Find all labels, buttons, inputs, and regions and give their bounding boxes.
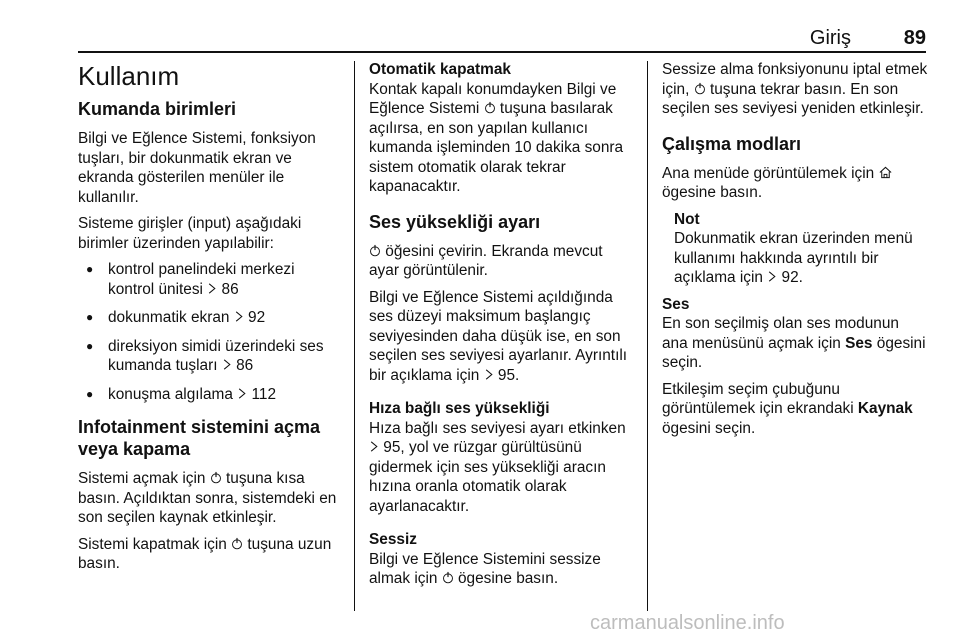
page-reference-icon — [237, 386, 247, 401]
power-icon — [210, 470, 222, 485]
paragraph-volume-startup — [369, 288, 635, 386]
text-span: Sistemi açmak için — [78, 470, 206, 487]
heading-on-off: Infotainment sistemini açma veya kapama — [78, 417, 321, 459]
text-span: Sessize alma fonksiyonunu iptal etmek için, — [662, 61, 928, 98]
text-span: öğesini çevirin. Ekranda mevcut ayar görüntülenir. — [369, 242, 603, 279]
page-reference-icon — [222, 357, 232, 372]
text-span: tuşuna kısa basın. Açıldıktan sonra, sistemdeki en son seçilen kaynak etkinleşir. — [78, 470, 337, 526]
paragraph-inputs: Sisteme girişler (input) aşağıdaki birimler üzerinden yapılabilir: — [78, 215, 302, 252]
page-reference: 112 — [251, 385, 277, 403]
list-item-text: konuşma algılama — [108, 385, 233, 403]
text-span: ögesini seçin. — [662, 334, 926, 371]
list-item — [78, 337, 344, 376]
page-reference-icon — [234, 309, 244, 324]
text-span: Ana menüde görüntülemek için — [662, 164, 875, 182]
heading-volume: Ses yüksekliği ayarı — [369, 211, 541, 232]
paragraph-auto-off — [369, 80, 635, 197]
power-icon — [231, 536, 243, 551]
power-icon — [369, 243, 381, 258]
page-reference: 95 — [383, 439, 401, 456]
page-header — [78, 27, 926, 51]
paragraph-unmute — [662, 60, 928, 119]
power-icon — [484, 100, 496, 115]
watermark: carmanualsonline.info — [590, 612, 785, 634]
note-text: Dokunmatik ekran üzerinden menü kullanımı hakkında ayrıntılı bir açıklama için — [674, 230, 913, 286]
heading-usage: Kullanım — [78, 61, 180, 91]
power-icon — [442, 570, 454, 585]
text-span: Etkileşim seçim çubuğunu görüntülemek için ekrandaki — [662, 380, 854, 417]
column-3 — [662, 60, 928, 445]
page-reference: 86 — [236, 357, 254, 374]
text-span: tuşuna basılarak açılırsa, en son yapılan kullanıcı kumanda işleminden 10 dakika sonra sistem otomatik olarak tekrar kapanacaktır. — [369, 100, 624, 195]
list-item-text: dokunmatik ekran — [108, 309, 230, 326]
paragraph-volume-knob — [369, 242, 635, 281]
page-reference: 86 — [221, 280, 239, 298]
paragraph-controls: Bilgi ve Eğlence Sistemi, fonksiyon tuşları, bir dokunmatik ekran ve ekranda gösterilen menüler ile kullanılır. — [78, 130, 316, 206]
list-item — [78, 308, 344, 328]
page-reference-icon — [767, 269, 777, 284]
page-reference: 92. — [781, 269, 803, 286]
input-units-list — [78, 260, 344, 404]
column-2 — [369, 60, 635, 596]
text-span: En son seçilmiş olan ses modunun ana menüsünü açmak için — [662, 315, 899, 352]
subheading-mute: Sessiz — [369, 531, 417, 548]
note-box — [674, 210, 928, 288]
paragraph-ses — [662, 314, 928, 373]
page-number: 89 — [903, 27, 926, 49]
paragraph-switch-on — [78, 469, 344, 528]
text-span: tuşuna uzun basın. — [78, 535, 332, 572]
text-span: ögesine basın. — [458, 570, 559, 587]
text-span: Kontak kapalı konumdayken Bilgi ve Eğlence Sistemi — [369, 80, 617, 117]
paragraph-speed-volume — [369, 419, 635, 517]
text-span: Bilgi ve Eğlence Sistemini sessize almak için — [369, 550, 601, 587]
text-span: Hıza bağlı ses seviyesi ayarı etkinken — [369, 419, 626, 437]
header-rule — [78, 51, 926, 53]
bold-term: Kaynak — [857, 400, 913, 417]
text-span: Bilgi ve Eğlence Sistemi açıldığında ses düzeyi maksimum başlangıç seviyesinden daha düşük ise, en son seçilen ses seviyesi ayarlanır. Ayrıntılı bir açıklama için — [369, 288, 628, 384]
page-reference: 92 — [248, 309, 266, 326]
text-span: , yol ve rüzgar gürültüsünü gidermek için ses yüksekliği aracın hızına oranla otomatik olarak ayarlanacaktır. — [369, 439, 606, 515]
home-icon — [878, 165, 893, 180]
text-span: ögesini seçin. — [662, 419, 756, 437]
column-divider-1 — [354, 61, 355, 611]
list-item — [78, 260, 344, 299]
section-title: Giriş — [809, 27, 851, 49]
page-reference-icon — [484, 367, 494, 382]
page-reference-icon — [369, 439, 379, 454]
text-span: ögesine basın. — [662, 184, 763, 201]
heading-modes: Çalışma modları — [662, 133, 802, 154]
column-1 — [78, 60, 344, 581]
page-reference-icon — [207, 281, 217, 296]
page-reference: 95. — [497, 366, 520, 384]
heading-controls: Kumanda birimleri — [78, 99, 237, 119]
list-item-text: direksiyon simidi üzerindeki ses kumanda tuşları — [108, 337, 324, 374]
list-item — [78, 385, 344, 405]
power-icon — [694, 81, 706, 96]
paragraph-kaynak — [662, 380, 928, 439]
bold-term: Ses — [845, 334, 873, 352]
paragraph-mute — [369, 550, 635, 589]
text-span: Sistemi kapatmak için — [78, 535, 227, 553]
text-span: tuşuna tekrar basın. En son seçilen ses seviyesi yeniden etkinleşir. — [662, 80, 924, 117]
column-divider-2 — [647, 61, 648, 611]
subheading-auto-off: Otomatik kapatmak — [369, 61, 511, 78]
list-item-text: kontrol panelindeki merkezi kontrol ünitesi — [108, 261, 295, 298]
subheading-speed-volume: Hıza bağlı ses yüksekliği — [369, 400, 550, 417]
note-title: Not — [674, 210, 700, 228]
paragraph-switch-off — [78, 535, 344, 574]
subheading-ses: Ses — [662, 295, 690, 313]
paragraph-modes — [662, 164, 928, 203]
